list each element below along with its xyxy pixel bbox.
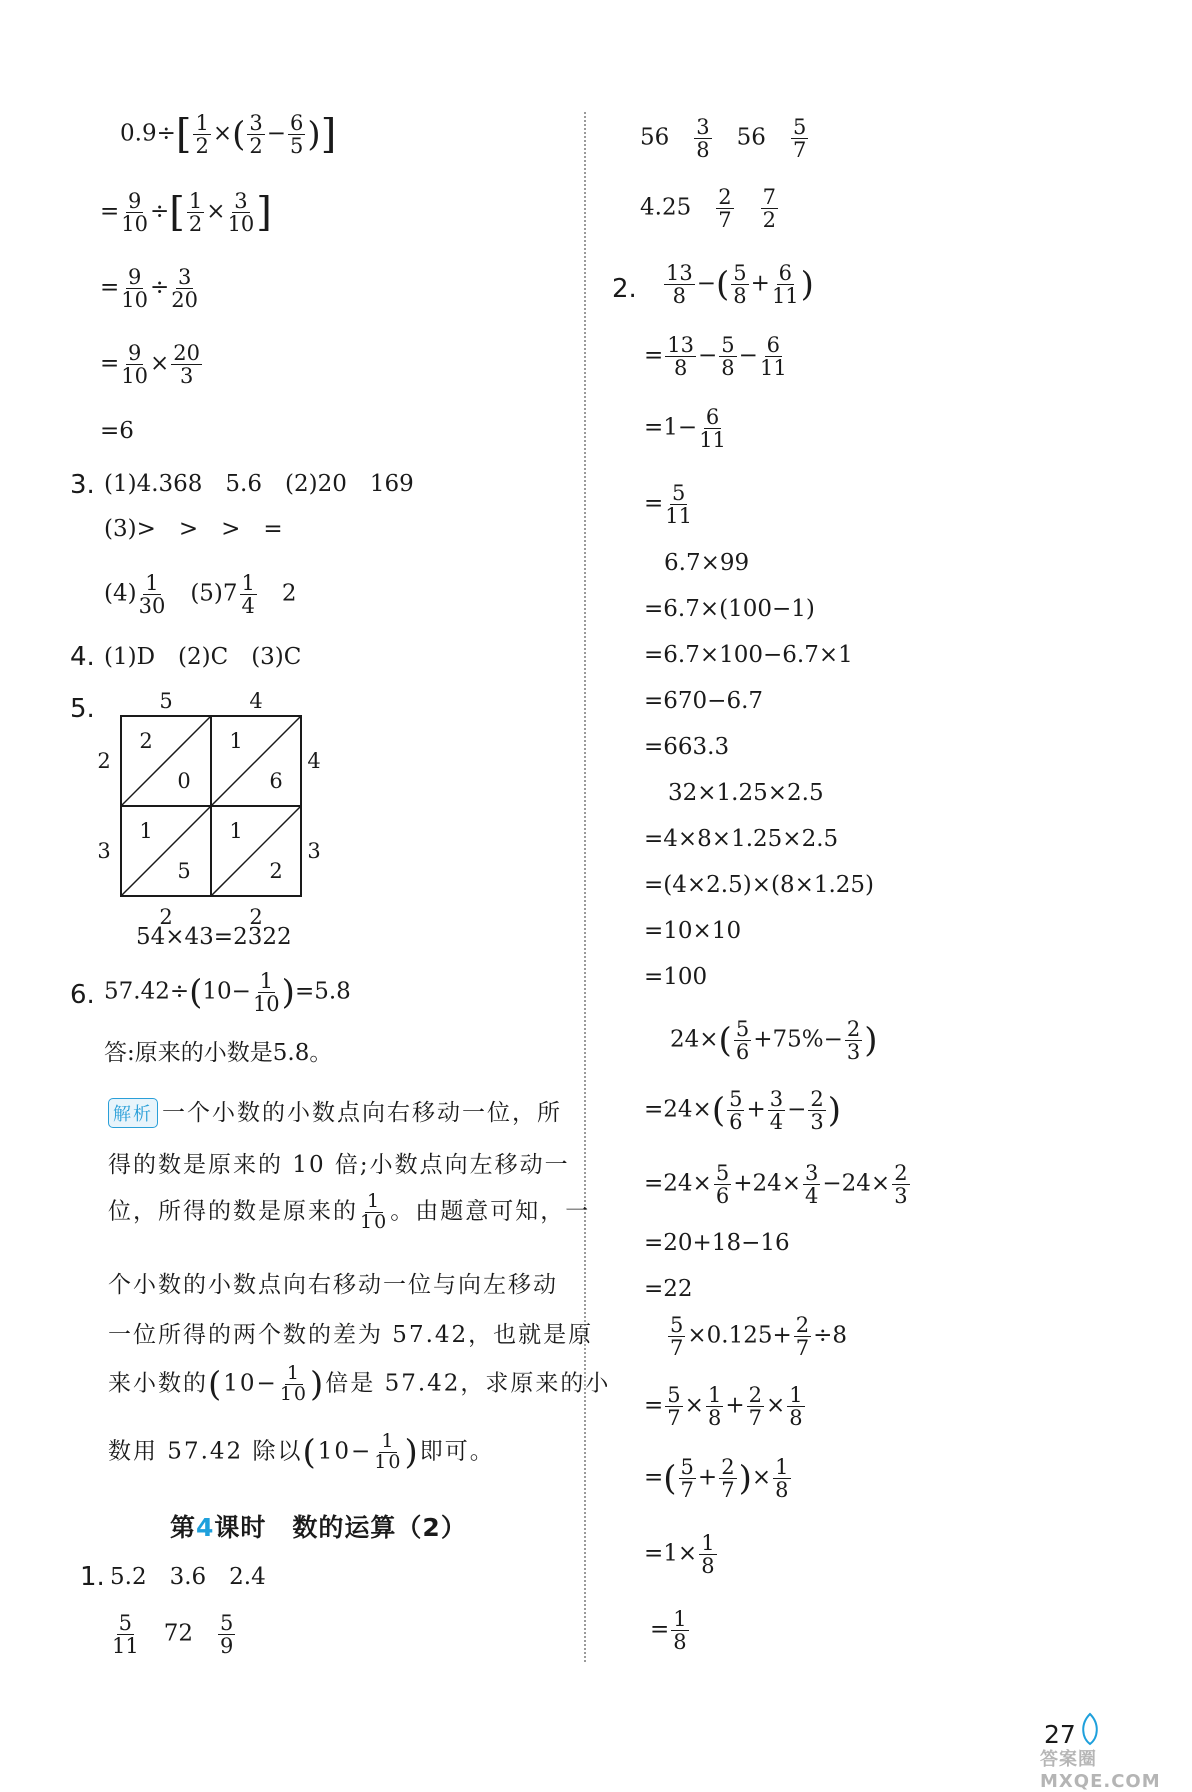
lattice-left-digit: 3: [97, 839, 111, 863]
e1: $\frac{13}{8}$ −( $\frac{5}{8}$ + $\frac{6}{11}$ ): [666, 261, 814, 309]
q5-number: 5.: [70, 694, 95, 724]
lattice-bottom-digit: 2: [249, 905, 263, 929]
analysis-line: 个小数的小数点向右移动一位与向左移动: [108, 1272, 558, 1298]
column-divider: [584, 112, 586, 1662]
lattice-right-digit: 4: [307, 749, 321, 773]
q3-line2: (3)> > > =: [104, 516, 283, 542]
lattice-left-digit: 2: [97, 749, 111, 773]
q3-line3: (4) $\frac{1}{30}$ (5)7 $\frac{1}{4}$ 2: [104, 571, 297, 619]
q6-answer: 答:原来的小数是5.8。: [104, 1040, 333, 1066]
e1-step2: =1− $\frac{6}{11}$: [644, 405, 726, 453]
page-number: 27: [1044, 1720, 1076, 1749]
analysis-line: 位，所得的数是原来的 $\frac{1}{10}$ 。由题意可知，一: [108, 1190, 591, 1233]
q4-number: 4.: [70, 642, 95, 672]
expr1-step3: = $\frac{9}{10}$ × $\frac{20}{3}$: [100, 341, 201, 389]
e3-line: =100: [644, 964, 708, 990]
e2-line: 6.7×99: [664, 550, 750, 576]
lattice-cell-digit: 6: [269, 769, 283, 793]
e2-line: =6.7×(100−1): [644, 596, 815, 622]
e2-line: =663.3: [644, 734, 730, 760]
e4-step3: =20+18−16: [644, 1230, 790, 1256]
section-heading: 第4课时 数的运算（2）: [170, 1513, 467, 1542]
q5-result: 54×43=2322: [136, 924, 292, 950]
lattice-top-digit: 5: [159, 689, 173, 713]
e5-step1: = $\frac{5}{7}$ × $\frac{1}{8}$ + $\frac{2}{7}$ × $\frac{1}{8}$: [644, 1383, 803, 1431]
expr1-step2: = $\frac{9}{10}$ ÷ $\frac{3}{20}$: [100, 265, 199, 313]
lattice-bottom-digit: 2: [159, 905, 173, 929]
q6-number: 6.: [70, 980, 95, 1010]
s1-line2: $\frac{5}{11}$ 72 $\frac{5}{9}$: [112, 1611, 234, 1659]
q2-number: 2.: [612, 274, 637, 304]
expr1-step1: = $\frac{9}{10}$ ÷[ $\frac{1}{2}$ × $\frac{3}{10}$ ]: [100, 189, 272, 237]
e2-line: =6.7×100−6.7×1: [644, 642, 853, 668]
lattice-cell-digit: 2: [139, 729, 153, 753]
analysis-line: 得的数是原来的 10 倍;小数点向左移动一: [108, 1152, 570, 1178]
r2-line: 4.25 $\frac{2}{7}$ $\frac{7}{2}$: [640, 185, 776, 233]
e1-step1: = $\frac{13}{8}$ − $\frac{5}{8}$ − $\frac{6}{11}$: [644, 333, 787, 381]
lattice-diag: [211, 806, 301, 896]
analysis-line: 来小数的(10− $\frac{1}{10}$ )倍是 57.42，求原来的小: [108, 1362, 611, 1405]
lattice-cell-digit: 1: [139, 819, 153, 843]
lattice-diag: [121, 716, 211, 806]
e5-step2: =( $\frac{5}{7}$ + $\frac{2}{7}$ )× $\frac{1}{8}$: [644, 1455, 789, 1503]
lattice-right-digit: 3: [307, 839, 321, 863]
lattice-cell-digit: 0: [177, 769, 191, 793]
leaf-icon: [1078, 1712, 1102, 1746]
e4: 24×( $\frac{5}{6}$ +75%− $\frac{2}{3}$ ): [670, 1017, 878, 1065]
e3-line: =(4×2.5)×(8×1.25): [644, 872, 875, 898]
lattice-cell-digit: 5: [177, 859, 191, 883]
analysis-line: 一位所得的两个数的差为 57.42，也就是原: [108, 1322, 594, 1348]
lattice-top-digit: 4: [249, 689, 263, 713]
lattice-diag: [211, 716, 301, 806]
lattice-cell-digit: 1: [229, 729, 243, 753]
e4-step2: =24× $\frac{5}{6}$ +24× $\frac{3}{4}$ −24× $\frac{2}{3}$: [644, 1161, 908, 1209]
q3-number: 3.: [70, 470, 95, 500]
watermark: 答案圈 MXQE.COM: [1040, 1749, 1161, 1792]
r1-line: 56 $\frac{3}{8}$ 56 $\frac{5}{7}$: [640, 115, 807, 163]
lattice-cell-digit: 1: [229, 819, 243, 843]
e2-line: =670−6.7: [644, 688, 764, 714]
e5-step3: =1× $\frac{1}{8}$: [644, 1531, 715, 1579]
s1-number: 1.: [80, 1562, 105, 1592]
lattice-diag: [121, 806, 211, 896]
q4-text: (1)D (2)C (3)C: [104, 644, 302, 670]
analysis-line: 解析 一个小数的小数点向右移动一位，所: [108, 1094, 562, 1128]
expr1: 0.9÷[ $\frac{1}{2}$ ×( $\frac{3}{2}$ − $\frac{6}{5}$ )]: [120, 111, 337, 159]
e5: $\frac{5}{7}$ ×0.125+ $\frac{2}{7}$ ÷8: [670, 1313, 848, 1361]
e1-step3: = $\frac{5}{11}$: [644, 481, 693, 529]
q3-line1: (1)4.368 5.6 (2)20 169: [104, 471, 414, 497]
e4-step4: =22: [644, 1276, 693, 1302]
s1-line1: 5.2 3.6 2.4: [110, 1564, 266, 1590]
lattice-cell-digit: 2: [269, 859, 283, 883]
e3-line: =4×8×1.25×2.5: [644, 826, 839, 852]
e3-line: 32×1.25×2.5: [668, 780, 824, 806]
e3-line: =10×10: [644, 918, 742, 944]
analysis-tag: 解析: [108, 1098, 158, 1128]
analysis-line: 数用 57.42 除以(10− $\frac{1}{10}$ )即可。: [108, 1430, 495, 1473]
e5-step4: = $\frac{1}{8}$: [650, 1607, 687, 1655]
e4-step1: =24×( $\frac{5}{6}$ + $\frac{3}{4}$ − $\frac{2}{3}$ ): [644, 1087, 842, 1135]
q6-equation: 57.42÷(10− $\frac{1}{10}$ )=5.8: [104, 969, 351, 1017]
lattice-multiplication-diagram: [96, 688, 336, 948]
expr1-step4: =6: [100, 418, 134, 444]
